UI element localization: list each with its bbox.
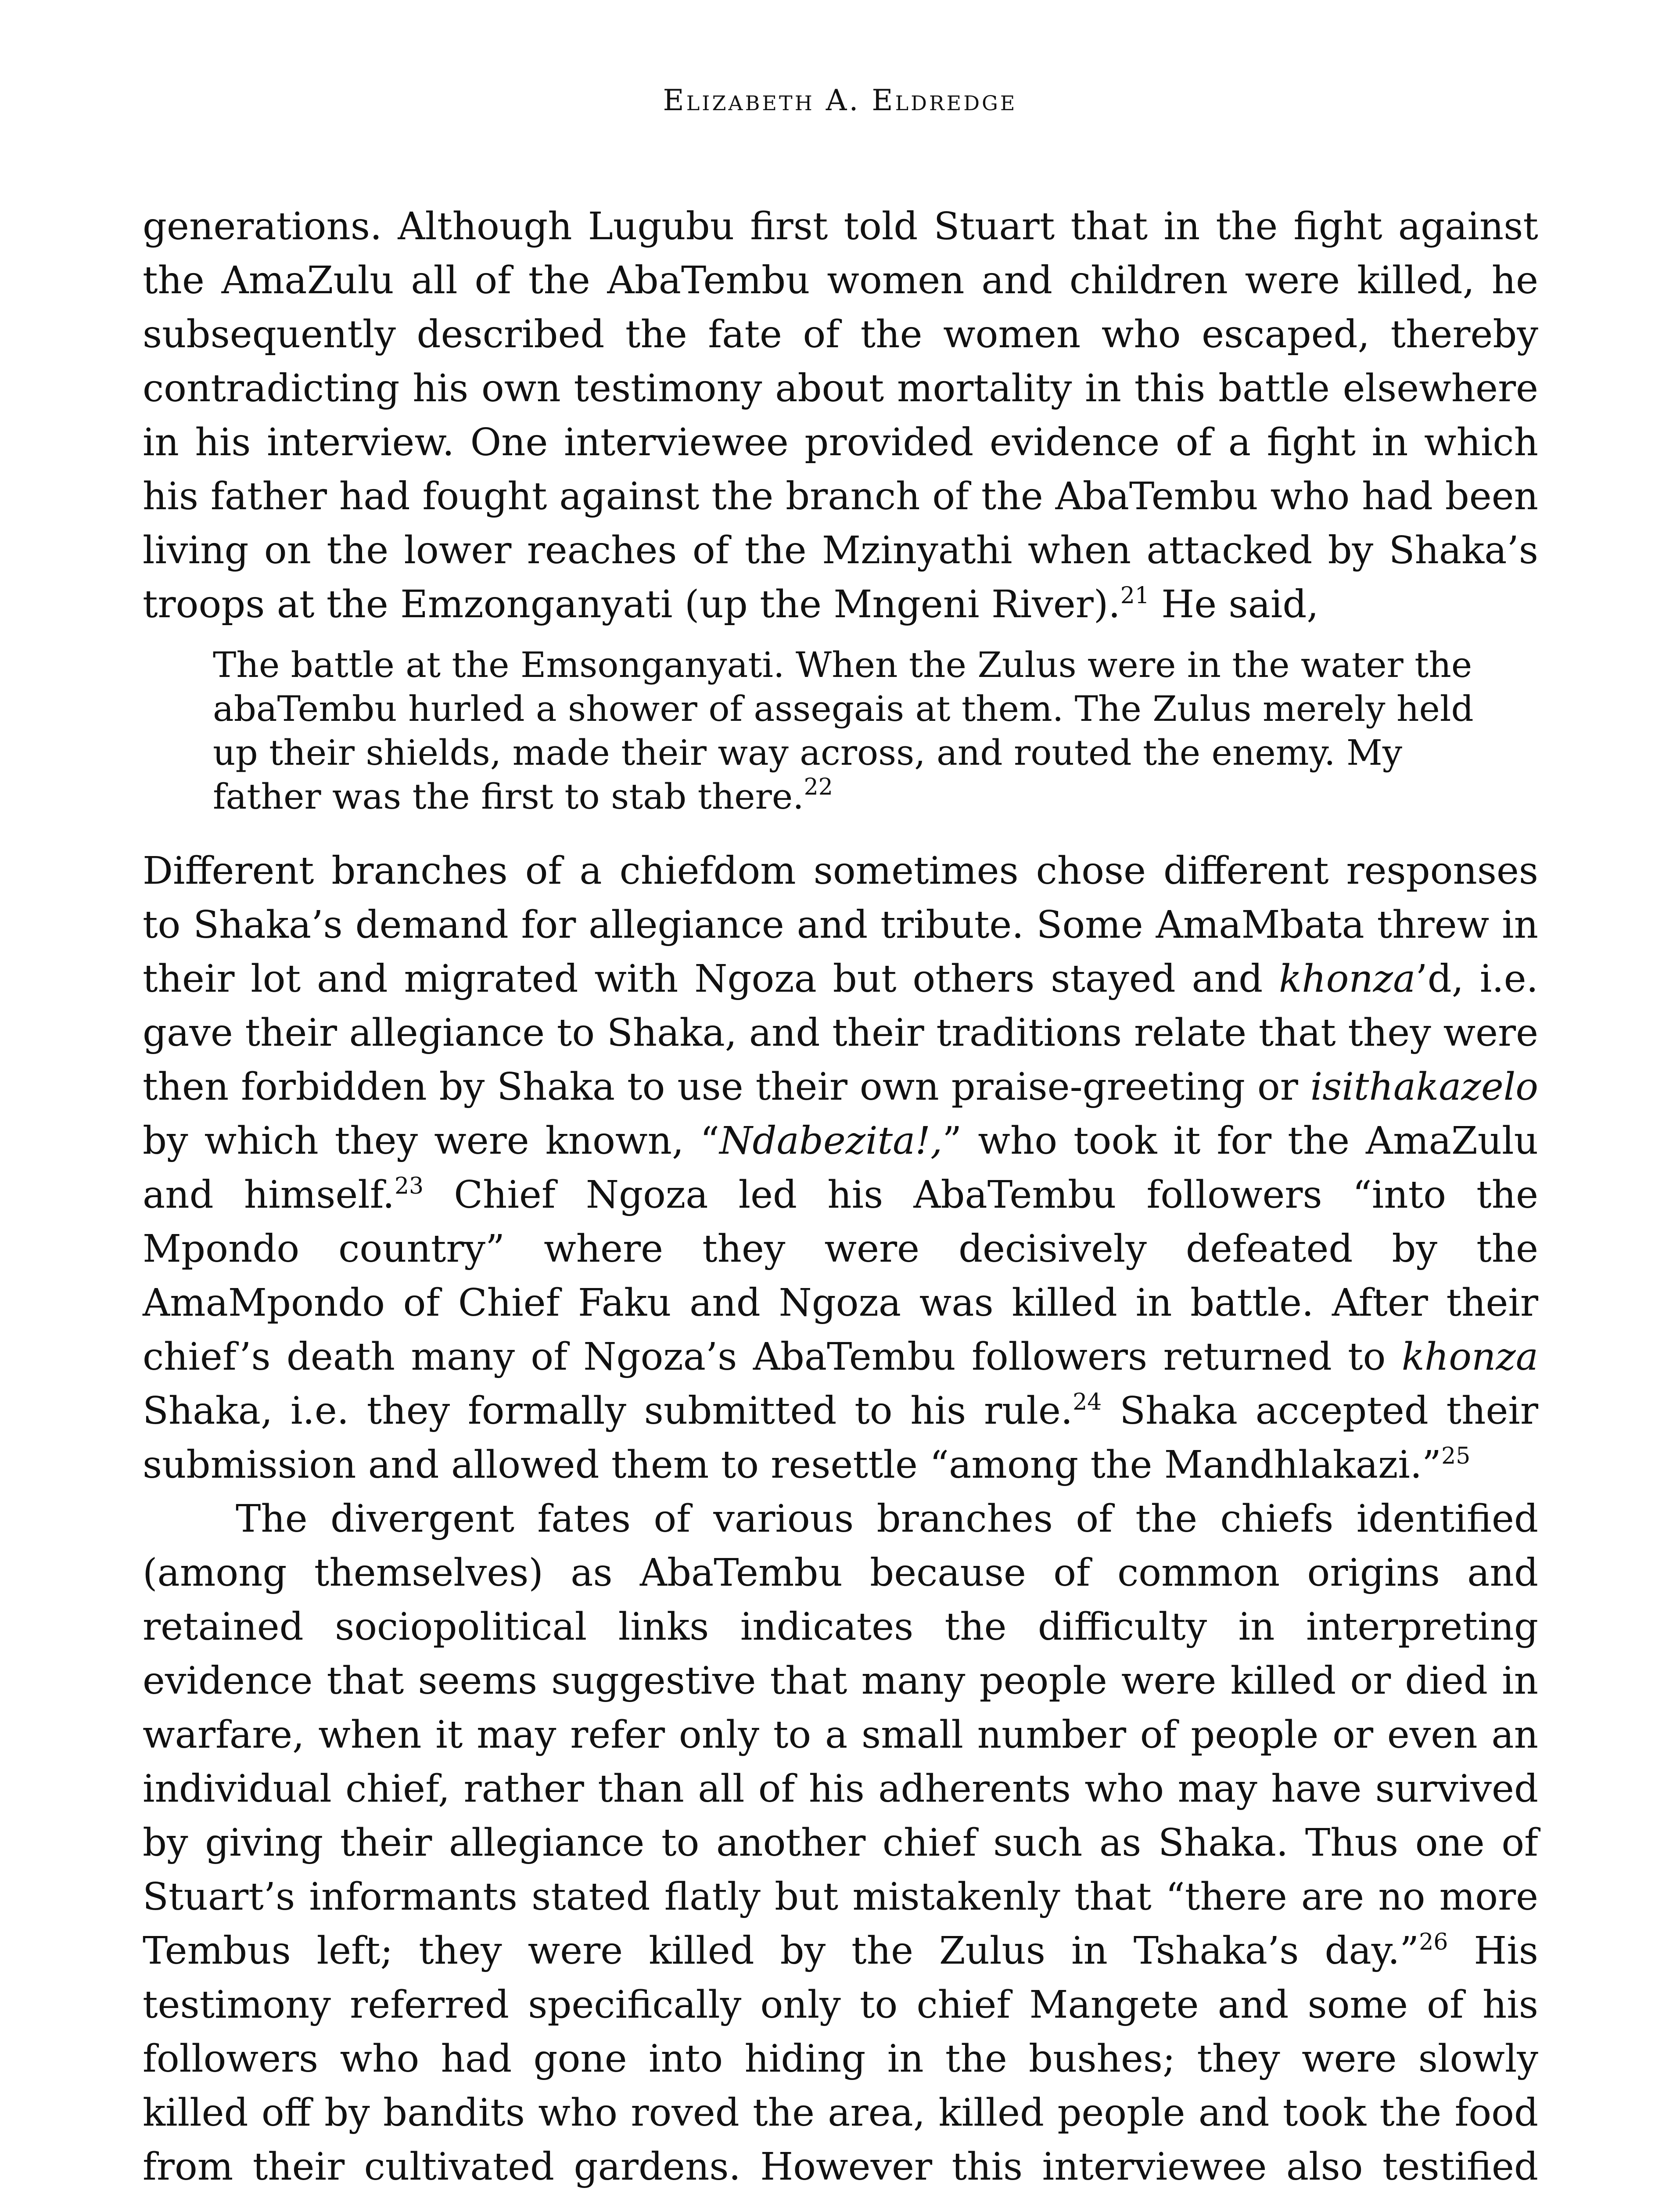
footnote-ref: 26	[1419, 1929, 1448, 1955]
paragraph-1	[143, 200, 1538, 632]
italic-term: khonza	[1401, 1335, 1538, 1379]
italic-term: khonza	[1279, 957, 1416, 1001]
text-run: The divergent fates of various branches of the chiefs identified (among themselves) as AbaTembu because of common origins and retained sociopolitical links indicates the difficulty in interpreting evidence that seems suggestive that many people were killed or died in warfare, when it may refer only to a small number of people or even an individual chief, rather than all of his adherents who may have survived by giving their allegiance to another chief such as Shaka. Thus one of Stuart’s informants stated flatly but mistakenly that “there are no more Tembus left; they were killed by the Zulus in Tshaka’s day.”	[143, 1497, 1538, 1973]
paragraph-2	[143, 844, 1538, 1492]
text-run: His testimony referred specifically only to chief Mangete and some of his followers who had gone into hiding in the bushes; they were slowly killed off by bandits who roved the area, killed people and took the food from their cultivated gardens. However this interviewee also testified	[143, 1929, 1538, 2189]
text-run: ’d, i.e. gave their allegiance to Shaka, and their traditions relate that they were then forbidden by Shaka to use their own praise-greeting or	[143, 957, 1539, 1109]
footnote-ref: 25	[1441, 1443, 1471, 1469]
text-run: Different branches of a chiefdom sometimes chose different responses to Shaka’s demand for allegiance and tribute. Some AmaMbata threw in their lot and migrated with Ngoza but others stayed and	[143, 849, 1538, 1001]
text-run: He said,	[1149, 583, 1319, 626]
text-run: Chief Ngoza led his AbaTembu followers “into the Mpondo country” where they were decisively defeated by the AmaMpondo of Chief Faku and Ngoza was killed in battle. After their chief’s death many of Ngoza’s AbaTembu followers returned to	[143, 1173, 1538, 1379]
text-run: Shaka accepted their submission and allowed them to resettle “among the Mandhlakazi.”	[143, 1389, 1539, 1487]
footnote-ref: 21	[1120, 583, 1149, 609]
paragraph-3	[143, 1492, 1538, 2195]
text-run: ” who took it for the AmaZulu and himself.	[143, 1119, 1538, 1217]
running-head: Elizabeth A. Eldredge	[663, 83, 1017, 117]
italic-term: Ndabezita!,	[719, 1119, 943, 1163]
text-run: by which they were known, “	[143, 1119, 720, 1163]
footnote-ref: 24	[1073, 1389, 1102, 1415]
footnote-ref: 23	[394, 1173, 424, 1199]
text-run: Shaka, i.e. they formally submitted to his rule.	[143, 1389, 1073, 1433]
body-text	[143, 200, 1538, 2195]
text-run: The battle at the Emsonganyati. When the Zulus were in the water the abaTembu hurled a shower of assegais at them. The Zulus merely held up their shields, made their way across, and routed the enemy. My father was the first to stab there.	[213, 644, 1474, 817]
footnote-ref: 22	[804, 774, 833, 800]
italic-term: isithakazelo	[1310, 1065, 1538, 1109]
text-run: generations. Although Lugubu first told Stuart that in the fight against the AmaZulu all of the AbaTembu women and children were killed, he subsequently described the fate of the women who escaped, thereby contradicting his own testimony about mortality in this battle elsewhere in his interview. One interviewee provided evidence of a fight in which his father had fought against the branch of the AbaTembu who had been living on the lower reaches of the Mzinyathi when attacked by Shaka’s troops at the Emzonganyati (up the Mngeni River).	[143, 205, 1538, 626]
block-quote	[213, 643, 1501, 819]
